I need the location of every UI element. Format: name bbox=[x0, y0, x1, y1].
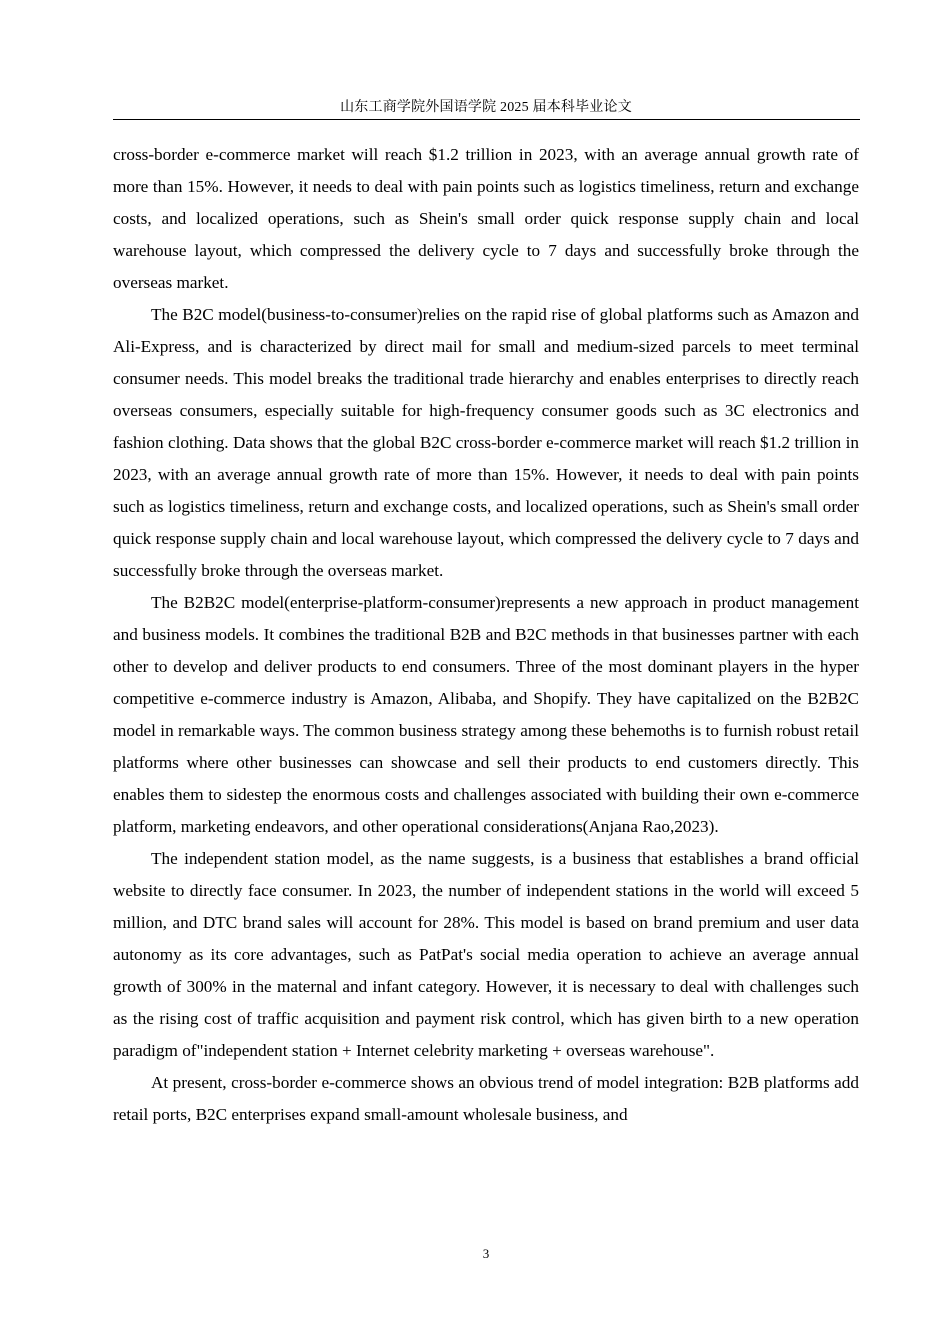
paragraph-b2b2c-model: The B2B2C model(enterprise-platform-consumer)represents a new approach in product management and business models. It combines the traditional B2B and B2C methods in that businesses partner with each other to develop and deliver products to end consumers. Three of the most dominant players in the hyper competitive e-commerce industry is Amazon, Alibaba, and Shopify. They have capitalized on the B2B2C model in remarkable ways. The common business strategy among these behemoths is to furnish robust retail platforms where other businesses can showcase and sell their products to end customers directly. This enables them to sidestep the enormous costs and challenges associated with building their own e-commerce platform, marketing endeavors, and other operational considerations(Anjana Rao,2023). bbox=[113, 593, 859, 836]
header-rule bbox=[113, 119, 860, 120]
paragraph-independent-station-model: The independent station model, as the name suggests, is a business that establishes a brand official website to directly face consumer. In 2023, the number of independent stations in the world will exceed 5 million, and DTC brand sales will account for 28%. This model is based on brand premium and user data autonomy as its core advantages, such as PatPat's social media operation to achieve an average annual growth of 300% in the maternal and infant category. However, it is necessary to deal with challenges such as the rising cost of traffic acquisition and payment risk control, which has given birth to a new operation paradigm of"independent station + Internet celebrity marketing + overseas warehouse". bbox=[113, 849, 859, 1060]
running-header: 山东工商学院外国语学院 2025 届本科毕业论文 bbox=[340, 100, 632, 115]
paragraph-b2c-model: The B2C model(business-to-consumer)relies on the rapid rise of global platforms such as Amazon and Ali-Express, and is characterized by direct mail for small and medium-sized parcels to meet terminal consumer needs. This model breaks the traditional trade hierarchy and enables enterprises to directly reach overseas consumers, especially suitable for high-frequency consumer goods such as 3C electronics and fashion clothing. Data shows that the global B2C cross-border e-commerce market will reach $1.2 trillion in 2023, with an average annual growth rate of more than 15%. However, it needs to deal with pain points such as logistics timeliness, return and exchange costs, and localized operations, such as Shein's small order quick response supply chain and local warehouse layout, which compressed the delivery cycle to 7 days and successfully broke through the overseas market. bbox=[113, 305, 859, 580]
page-number: 3 bbox=[482, 1246, 490, 1261]
paragraph-continuation: cross-border e-commerce market will reach $1.2 trillion in 2023, with an average annual growth rate of more than 15%. However, it needs to deal with pain points such as logistics timeliness, return and exchange costs, and localized operations, such as Shein's small order quick response supply chain and local warehouse layout, which compressed the delivery cycle to 7 days and successfully broke through the overseas market. bbox=[113, 145, 859, 292]
paragraph-model-integration: At present, cross-border e-commerce shows an obvious trend of model integration: B2B platforms add retail ports, B2C enterprises expand small-amount wholesale business, and bbox=[113, 1073, 859, 1124]
body-text bbox=[113, 139, 859, 1131]
